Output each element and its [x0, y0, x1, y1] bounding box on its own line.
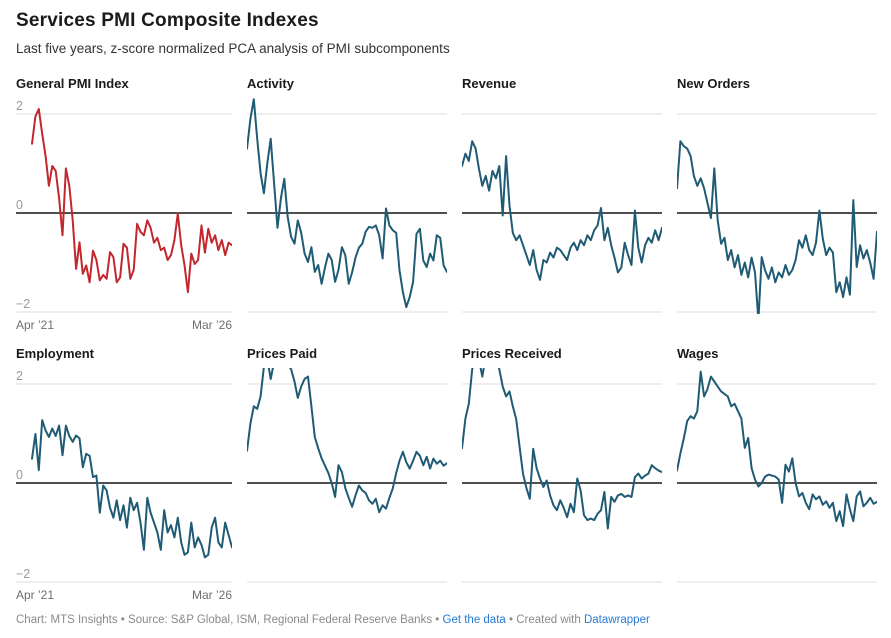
x-axis — [16, 584, 232, 604]
x-axis — [677, 584, 877, 604]
line-chart — [462, 98, 662, 314]
line-chart — [247, 98, 447, 314]
panel-title: Wages — [677, 346, 719, 361]
svg-text:0: 0 — [16, 198, 23, 212]
panel-title: Activity — [247, 76, 294, 91]
x-axis — [462, 584, 662, 604]
footer-credit: Chart: MTS Insights • Source: S&P Global, ISM, Regional Federal Reserve Banks — [16, 614, 433, 626]
panel-svg — [462, 368, 662, 584]
datawrapper-link[interactable]: Datawrapper — [583, 614, 650, 626]
panel-new-orders — [677, 76, 877, 334]
panel-prices-paid — [247, 346, 447, 604]
x-axis — [462, 314, 662, 334]
panel-title: Revenue — [462, 76, 517, 91]
x-axis-end-label: Mar ’26 — [191, 588, 232, 602]
panel-svg — [462, 98, 662, 314]
line-chart — [462, 368, 662, 584]
x-axis-start-label: Apr ’21 — [16, 318, 55, 332]
panel-revenue — [462, 76, 662, 334]
panel-svg — [677, 368, 877, 584]
x-axis-end-label: Mar ’26 — [191, 318, 232, 332]
panel-employment — [16, 346, 232, 604]
x-axis — [247, 314, 447, 334]
x-axis — [16, 314, 232, 334]
panel-svg — [677, 98, 877, 314]
x-axis — [247, 584, 447, 604]
svg-text:−2: −2 — [16, 297, 31, 311]
panel-title: Prices Received — [462, 346, 562, 361]
x-axis-start-label: Apr ’21 — [16, 588, 55, 602]
panel-activity — [247, 76, 447, 334]
line-chart — [16, 98, 232, 314]
panel-general-pmi-index — [16, 76, 232, 334]
panel-svg — [16, 368, 232, 584]
x-axis — [677, 314, 877, 334]
svg-text:2: 2 — [16, 369, 23, 383]
svg-text:2: 2 — [16, 99, 23, 113]
chart-header — [0, 0, 891, 56]
panel-svg — [247, 368, 447, 584]
svg-text:−2: −2 — [16, 567, 31, 581]
line-chart — [677, 368, 877, 584]
line-chart — [677, 98, 877, 314]
panel-title: General PMI Index — [16, 76, 129, 91]
svg-text:0: 0 — [16, 468, 23, 482]
panel-title: New Orders — [677, 76, 750, 91]
panel-title: Employment — [16, 346, 95, 361]
chart-title: Services PMI Composite Indexes — [16, 10, 319, 31]
attribution-footer: Chart: MTS Insights • Source: S&P Global, ISM, Regional Federal Reserve Banks • Get the data • Created with Datawrapper — [16, 614, 650, 626]
panel-prices-received — [462, 346, 662, 604]
line-chart — [16, 368, 232, 584]
panel-title: Prices Paid — [247, 346, 318, 361]
get-the-data-link[interactable]: Get the data — [442, 614, 506, 626]
panel-svg — [16, 98, 232, 314]
line-chart — [247, 368, 447, 584]
small-multiples-grid — [16, 76, 877, 604]
panel-svg — [247, 98, 447, 314]
chart-subtitle: Last five years, z-score normalized PCA analysis of PMI subcomponents — [16, 41, 450, 56]
panel-wages — [677, 346, 877, 604]
